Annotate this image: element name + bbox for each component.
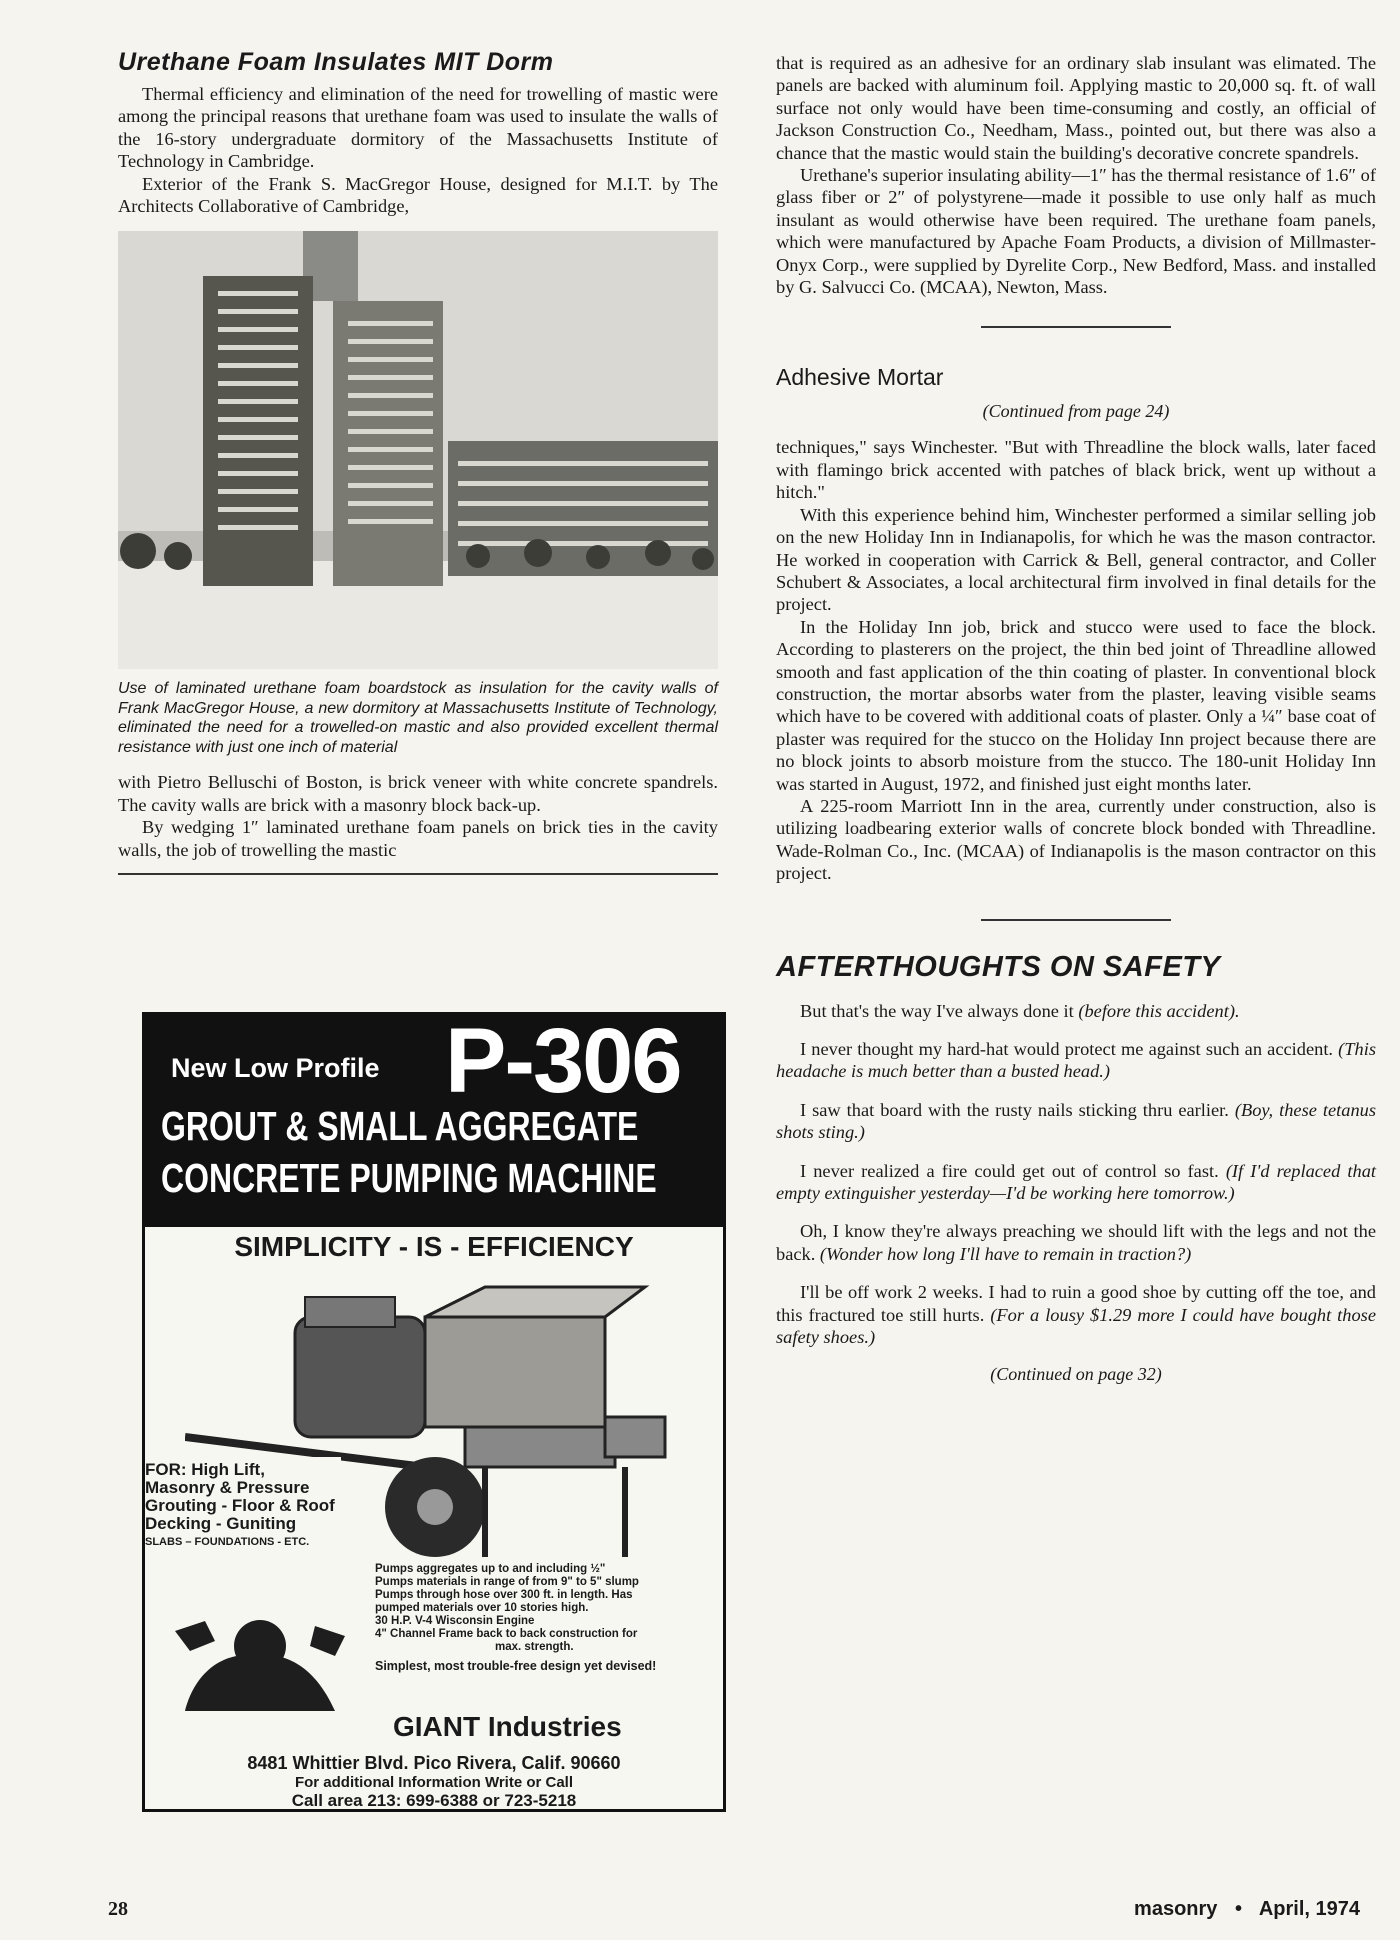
ad-for-list: [145, 1457, 341, 1555]
giant-mascot-icon: [165, 1611, 355, 1721]
ad-for-line: SLABS – FOUNDATIONS - ETC.: [145, 1536, 310, 1548]
continued-on: (Continued on page 32): [990, 1364, 1162, 1385]
ad-line1: GROUT & SMALL AGGREGATE: [161, 1103, 639, 1149]
ad-line2: CONCRETE PUMPING MACHINE: [161, 1155, 657, 1201]
safety-item: I saw that board with the rusty nails sticking thru earlier. (Boy, these tetanus shots sting.): [776, 1099, 1376, 1143]
ad-spec: Pumps aggregates up to and including ½": [375, 1563, 606, 1575]
ad-tagline: Simplest, most trouble-free design yet devised!: [375, 1659, 657, 1673]
safety-section: [776, 951, 1376, 1386]
footer-bullet: •: [1234, 1898, 1242, 1920]
right-column: [776, 52, 1376, 1385]
ad-spec: Pumps through hose over 300 ft. in length. Has: [375, 1589, 633, 1601]
divider: [118, 873, 718, 875]
ad-spec: Pumps materials in range of from 9" to 5" slump: [375, 1576, 639, 1588]
safety-item: I never thought my hard-hat would protect me against such an accident. (This headache is much better than a busted head.): [776, 1039, 1376, 1082]
ad-new-low-profile: New Low Profile: [171, 1053, 380, 1083]
paragraph: Thermal efficiency and elimination of the need for trowelling of mastic were among the principal reasons that urethane foam was used to insulate the walls of the 16-story undergraduate dormitory of the Massachusetts Institute of Technology in Cambridge.: [118, 84, 718, 172]
paragraph: With this experience behind him, Winchester performed a similar selling job on the new Holiday Inn in Indianapolis, for which he was the mason contractor. He worked in cooperation with Carrick & Bell, general contractor, and Coller Schubert & Associates, a local architectural firm involved in final details for the project.: [776, 504, 1376, 615]
section-title: AFTERTHOUGHTS ON SAFETY: [776, 950, 1221, 983]
ad-for-line: Masonry & Pressure: [145, 1478, 310, 1497]
paragraph: By wedging 1″ laminated urethane foam panels on brick ties in the cavity walls, the job of trowelling the mastic: [118, 817, 718, 860]
paragraph: Exterior of the Frank S. MacGregor House, designed for M.I.T. by The Architects Collaborative of Cambridge,: [118, 173, 718, 217]
ad-spec: 4" Channel Frame back to back construction for: [375, 1628, 638, 1640]
ad-spec: max. strength.: [495, 1641, 574, 1653]
ad-specs: [375, 1563, 715, 1673]
paragraph: that is required as an adhesive for an ordinary slab insulant was elimated. The panels are backed with aluminum foil. Applying mastic to 20,000 sq. ft. of wall surface not only would have been time-consuming and costly, an official of Jackson Construction Co., Needham, Mass., pointed out, but there was also a chance that the mastic would stain the building's decorative concrete spandrels.: [776, 53, 1376, 163]
ad-for-line: Decking - Guniting: [145, 1514, 297, 1533]
paragraph: In the Holiday Inn job, brick and stucco were used to face the block. According to plasterers on the project, the thin bed joint of Threadline allowed smooth and fast application of the thin coating of plaster. In conventional block construction, the mortar absorbs water from the plaster, leaving visible seams which have to be covered with additional coats of plaster. Only a ¼″ base coat of plaster was required for the stucco on the Holiday Inn project because there are no block joints to absorb moisture from the stucco. The 180-unit Holiday Inn was started in August, 1972, and finished just eight months later.: [776, 616, 1376, 794]
paragraph: with Pietro Belluschi of Boston, is brick veneer with white concrete spandrels. The cavity walls are brick with a masonry block back-up.: [118, 772, 718, 815]
left-column: [118, 48, 718, 875]
safety-item: But that's the way I've always done it (before this accident).: [800, 1000, 1240, 1021]
publication-name: masonry: [1134, 1898, 1218, 1920]
ad-slogan: SIMPLICITY - IS - EFFICIENCY: [234, 1231, 634, 1262]
ad-spec: pumped materials over 10 stories high.: [375, 1602, 589, 1614]
article-title: Urethane Foam Insulates MIT Dorm: [118, 48, 554, 76]
paragraph: A 225-room Marriott Inn in the area, currently under construction, also is utilizing loadbearing exterior walls of concrete block bonded with Threadline. Wade-Rolman Co., Inc. (MCAA) of Indianapolis is the mason contractor on this project.: [776, 795, 1376, 884]
page-number: 28: [108, 1898, 128, 1920]
ad-company: GIANT Industries: [393, 1711, 622, 1742]
photo-caption: Use of laminated urethane foam boardstock as insulation for the cavity walls of Frank MacGregor House, a new dormitory at Massachusetts Institute of Technology, eliminated the need for a trowelled-on mastic and also provided excellent thermal resistance with just one inch of material: [118, 680, 718, 756]
continued-from: (Continued from page 24): [982, 401, 1170, 422]
ad-for-line: FOR: High Lift,: [145, 1460, 265, 1479]
publication-footer: [1134, 1898, 1360, 1921]
pump-advertisement: [142, 1012, 726, 1812]
ad-address: 8481 Whittier Blvd. Pico Rivera, Calif. 90660: [247, 1753, 621, 1773]
ad-header: [145, 1010, 723, 1227]
paragraph: Urethane's superior insulating ability—1″ has the thermal resistance of 1.6″ of glass fiber or 2″ of polystyrene—made it possible to use only half as much insulant as would otherwise have been required. The urethane foam panels, which were manufactured by Apache Foam Products, a division of Millmaster-Onyx Corp., were supplied by Dyrelite Corp., New Bedford, Mass. and installed by G. Salvucci Co. (MCAA), Newton, Mass.: [776, 165, 1376, 298]
safety-item: I never realized a fire could get out of control so fast. (If I'd replaced that empty extinguisher yesterday—I'd be working here tomorrow.): [776, 1160, 1376, 1204]
safety-item: I'll be off work 2 weeks. I had to ruin a good shoe by cutting off the toe, and this fractured toe still hurts. (For a lousy $1.29 more I could have bought those safety shoes.): [776, 1282, 1376, 1348]
issue-date: April, 1974: [1258, 1898, 1360, 1920]
ad-phone: Call area 213: 699-6388 or 723-5218: [291, 1791, 577, 1810]
paragraph: techniques," says Winchester. "But with Threadline the block walls, later faced with flamingo brick accented with patches of black brick, went up without a hitch.": [776, 437, 1376, 503]
ad-for-line: Grouting - Floor & Roof: [145, 1496, 335, 1515]
safety-item: Oh, I know they're always preaching we should lift with the legs and not the back. (Wonder how long I'll have to remain in traction?): [776, 1221, 1376, 1264]
ad-info: For additional Information Write or Call: [294, 1774, 574, 1791]
building-photo: [118, 231, 718, 669]
ad-model: P-306: [445, 1010, 681, 1112]
ad-spec: 30 H.P. V-4 Wisconsin Engine: [375, 1615, 535, 1627]
section-title: Adhesive Mortar: [776, 364, 944, 391]
